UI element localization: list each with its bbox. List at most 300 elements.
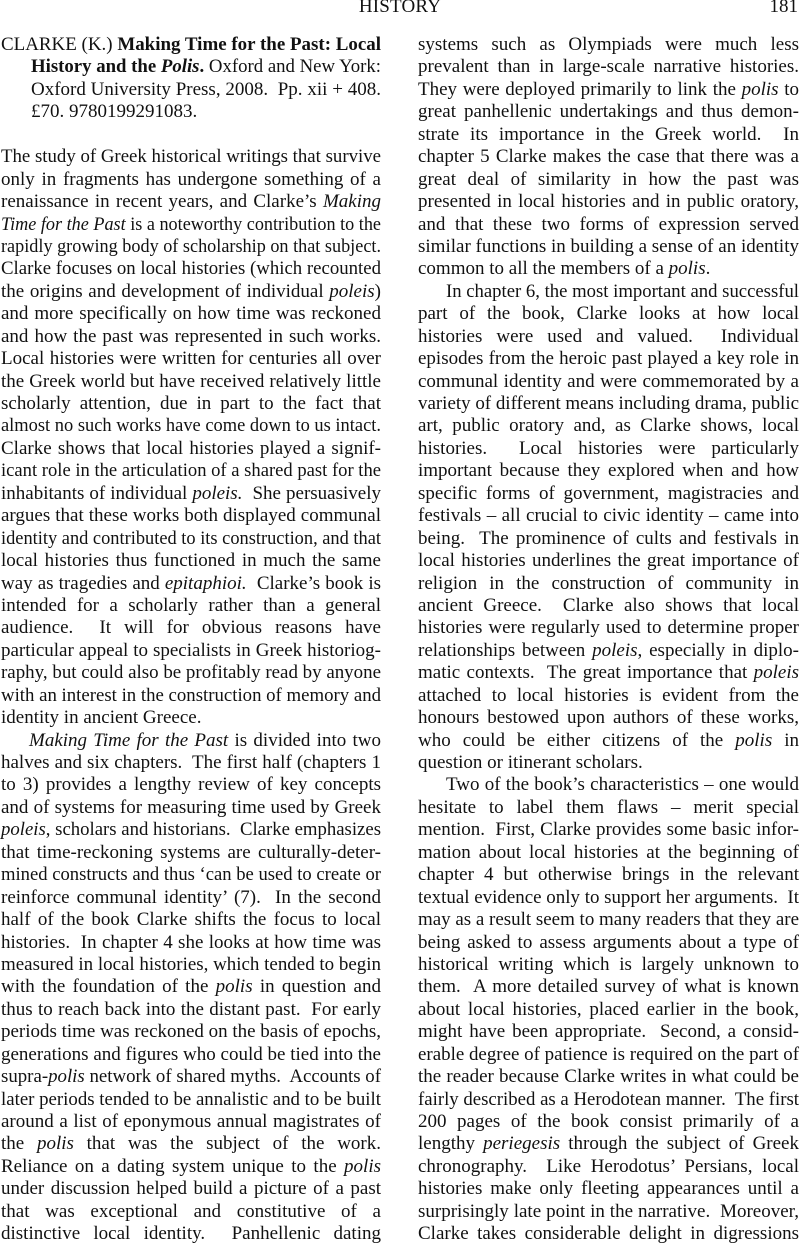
text-line — [418, 505, 799, 527]
text-run: hesitate to label them flaws – merit special — [418, 796, 799, 818]
text-run: being asked to assess arguments about a type of — [418, 931, 799, 953]
text-run: Oxford and New York: — [204, 56, 381, 78]
text-line — [1, 1133, 381, 1155]
italic-text: polis — [215, 976, 253, 998]
text-line-content — [1, 303, 381, 325]
text-run: raphy, but could also be profitably read by anyone — [1, 662, 381, 684]
text-line-content — [1, 214, 381, 236]
text-line-content — [1, 1156, 381, 1178]
text-line — [418, 1223, 799, 1245]
text-line — [1, 371, 381, 393]
text-line-content — [418, 819, 799, 841]
italic-text: Making Time for the Past — [29, 729, 229, 751]
italic-text: polis — [735, 729, 773, 751]
text-run: histories make only fleeting appearances until a — [418, 1178, 799, 1200]
text-run: icant role in the articulation of a shared past for the — [1, 460, 381, 482]
text-run: strate its importance in the Greek world. In — [418, 123, 799, 145]
text-line-content — [1, 505, 381, 527]
text-run: way as tragedies and — [1, 572, 165, 594]
text-line — [1, 819, 381, 841]
text-line-content — [418, 1089, 799, 1111]
text-run: presented in local histories and in public oratory, — [418, 191, 799, 213]
italic-text: polis — [36, 1133, 74, 1155]
text-run: chapter 5 Clarke makes the case that there was a — [418, 146, 799, 168]
text-run: relationships between — [418, 639, 593, 661]
italic-text: Time for the Past — [1, 213, 126, 235]
text-line — [1, 752, 381, 774]
text-line — [418, 774, 799, 796]
text-line — [418, 214, 799, 236]
text-run: the origins and development of individual — [1, 280, 330, 302]
text-line-content — [1, 909, 381, 931]
text-line — [1, 887, 381, 909]
text-run: , especially in diplo- — [637, 639, 799, 661]
text-line — [418, 348, 799, 370]
text-run: She persuasively — [242, 482, 381, 504]
text-run: scholarly attention, due in part to the fact that — [1, 393, 381, 414]
text-line — [418, 842, 799, 864]
text-line — [418, 617, 799, 639]
text-run: half of the book Clarke shifts the focus to local — [1, 909, 381, 931]
text-run: Oxford University Press, 2008. Pp. xii + 408. — [31, 78, 381, 100]
text-line-content — [418, 438, 799, 460]
text-line-content — [1, 932, 381, 954]
text-run: through the subject of Greek — [560, 1133, 799, 1155]
text-run: great panhellenic undertakings and thus demon- — [418, 101, 799, 123]
text-run: surprisingly late point in the narrative. Moreover, — [418, 1200, 799, 1222]
text-run: histories were used and valued. Individual — [418, 325, 799, 347]
text-run: lengthy — [418, 1133, 484, 1155]
text-line — [418, 258, 799, 280]
text-line — [418, 1089, 799, 1111]
text-run: being. The prominence of cults and festivals in — [418, 527, 799, 549]
text-line-content — [418, 528, 799, 550]
text-line — [1, 1089, 381, 1111]
text-run: Reliance on a dating system unique to the — [1, 1155, 345, 1177]
text-line-content — [418, 169, 799, 191]
left-column — [1, 34, 381, 1246]
text-run: renaissance in recent years, and Clarke’s — [1, 191, 323, 213]
text-line — [418, 752, 799, 774]
text-line-content — [418, 1223, 799, 1245]
text-line-content — [1, 483, 381, 505]
text-run: might have been appropriate. Second, a consid- — [418, 1021, 799, 1043]
text-run: ) — [374, 280, 381, 302]
text-run: religion in the construction of community in — [418, 572, 799, 594]
italic-text: periegesis — [483, 1133, 561, 1155]
text-line-content — [418, 932, 799, 954]
text-line — [1, 932, 381, 954]
text-line — [1, 550, 381, 572]
text-line-content — [418, 56, 799, 78]
bold-title-text: . — [199, 56, 205, 78]
text-run: later periods tended to be annalistic and to be built — [1, 1088, 381, 1110]
text-run: important because they explored when and how — [418, 460, 799, 482]
text-line — [1, 303, 381, 325]
text-line-content — [1, 999, 381, 1021]
text-line — [418, 573, 799, 595]
text-line-content — [418, 303, 799, 325]
text-line-content — [446, 774, 799, 796]
text-line — [418, 146, 799, 168]
text-line-content — [418, 707, 799, 729]
text-line — [418, 999, 799, 1021]
text-line — [418, 1044, 799, 1066]
text-run: episodes from the heroic past played a key role in — [418, 348, 799, 370]
text-run: fairly described as a Herodotean manner. The first — [418, 1088, 799, 1110]
italic-text: polis — [344, 1155, 381, 1177]
text-line-content — [1, 1223, 381, 1245]
text-run: mention. First, Clarke provides some basic infor- — [418, 819, 799, 841]
text-run: who could be either citizens of the — [418, 729, 736, 751]
text-run: question or itinerant scholars. — [418, 752, 643, 773]
text-run: Clarke shows that local histories played a signif- — [1, 437, 381, 459]
text-line — [1, 1111, 381, 1133]
text-line — [1, 730, 381, 752]
text-run: festivals – all crucial to civic identity – came into — [418, 505, 799, 527]
text-run: and that these two forms of expression served — [418, 213, 799, 235]
text-line-content — [1, 864, 381, 886]
text-run: specific forms of government, magistracies and — [418, 482, 799, 504]
text-line — [418, 56, 799, 78]
text-line-content — [1, 169, 381, 191]
text-line — [1, 393, 381, 415]
text-line — [1, 1156, 381, 1178]
text-run: attached to local histories is evident from the — [418, 684, 799, 706]
text-line — [1, 1044, 381, 1066]
text-run: , scholars and historians. Clarke emphasizes — [45, 819, 381, 841]
italic-text: poleis — [592, 639, 638, 661]
bold-title-text: Making Time for the Past: Local — [117, 34, 381, 55]
text-line-content — [418, 1201, 799, 1223]
text-line — [418, 34, 799, 56]
text-run: identity and contributed to its construction, and that — [1, 527, 381, 549]
text-line — [418, 640, 799, 662]
text-line-content — [418, 1133, 799, 1155]
text-line-content — [1, 752, 381, 774]
text-line — [418, 662, 799, 684]
text-line-content — [418, 460, 799, 482]
text-line — [418, 685, 799, 707]
text-line-content — [1, 1201, 381, 1223]
text-line — [1, 976, 381, 998]
text-run: . — [705, 258, 711, 280]
text-run: in question and — [252, 976, 381, 998]
text-run: and of systems for measuring time used by Greek — [1, 796, 381, 818]
text-run: historical writing which is largely unknown to — [418, 953, 799, 975]
text-run: halves and six chapters. The first half (chapters 1 — [1, 752, 381, 773]
text-line — [1, 640, 381, 662]
text-line-content — [29, 730, 381, 752]
text-run: with an interest in the construction of memory and — [1, 684, 381, 706]
text-line — [418, 326, 799, 348]
text-line — [1, 954, 381, 976]
text-run: and more specifically on how time was reckoned — [1, 303, 381, 325]
text-line — [418, 954, 799, 976]
text-line — [418, 550, 799, 572]
text-line-content — [1, 34, 381, 56]
text-line — [1, 685, 381, 707]
text-line-content — [1, 415, 381, 437]
page-number: 181 — [769, 0, 798, 17]
text-line — [418, 191, 799, 213]
text-run: chronography. Like Herodotus’ Persians, local — [418, 1155, 799, 1177]
text-line-content — [418, 258, 710, 280]
text-run: that was the subject of the work. — [73, 1133, 381, 1155]
text-run: thus to reach back into the distant past. For early — [1, 998, 381, 1020]
text-line-content — [1, 640, 381, 662]
text-run: that was exceptional and constitutive of a — [1, 1200, 381, 1222]
text-run: the — [1, 1133, 37, 1155]
text-run: common to all the members of a — [418, 258, 669, 280]
text-line — [418, 730, 799, 752]
text-line — [418, 101, 799, 123]
text-line-content — [418, 685, 799, 707]
italic-text: poleis — [753, 662, 799, 684]
text-run: and how the past was represented in such works. — [1, 325, 381, 347]
text-run: prevalent than in large-scale narrative histories. — [418, 56, 799, 78]
text-line-content — [1, 617, 381, 639]
text-run: is a noteworthy contribution to the — [125, 213, 381, 235]
text-line-content — [418, 191, 799, 213]
text-line — [1, 34, 381, 56]
text-run: mined constructs and thus ‘can be used to create or — [1, 864, 381, 886]
text-run: may as a result seem to many readers that they are — [418, 909, 799, 931]
text-line-content — [1, 348, 381, 370]
italic-text: polis — [668, 258, 706, 280]
text-line — [1, 573, 381, 595]
text-line-content — [446, 281, 799, 303]
italic-text: polis — [741, 78, 779, 100]
text-line — [418, 707, 799, 729]
bold-italic-title-text: Polis — [160, 56, 200, 78]
text-line-content — [1, 1111, 381, 1133]
text-line — [418, 819, 799, 841]
text-line-content — [418, 999, 799, 1021]
text-line — [418, 1111, 799, 1133]
text-line-content — [418, 415, 799, 437]
text-line — [418, 393, 799, 415]
paragraph — [418, 34, 799, 281]
text-line-content — [1, 528, 381, 550]
text-run: 200 pages of the book consist primarily of a — [418, 1111, 799, 1132]
text-line — [1, 460, 381, 482]
text-line — [1, 191, 381, 213]
text-line-content — [418, 887, 799, 909]
text-run: Two of the book’s characteristics – one would — [446, 774, 799, 796]
text-line-content — [418, 595, 799, 617]
text-line-content — [1, 236, 381, 258]
text-line — [418, 1133, 799, 1155]
paragraph — [1, 730, 381, 1246]
text-run: honours bestowed upon authors of these works, — [418, 707, 799, 729]
text-run: the reader because Clarke writes in what could be — [418, 1066, 799, 1088]
text-line — [1, 595, 381, 617]
text-line — [418, 415, 799, 437]
text-line-content — [418, 550, 799, 572]
text-run: that time-reckoning systems are culturally-deter- — [1, 841, 381, 863]
text-line — [418, 932, 799, 954]
text-run: communal identity and were commemorated by a — [418, 370, 799, 392]
text-line — [1, 1223, 381, 1245]
text-line-content — [1, 573, 381, 595]
text-run: is divided into two — [228, 729, 381, 751]
text-line — [418, 236, 799, 258]
running-head-title: HISTORY — [358, 0, 442, 17]
text-line — [1, 56, 381, 78]
text-line — [418, 281, 799, 303]
text-line — [418, 460, 799, 482]
text-line-content — [418, 617, 799, 639]
text-line-content — [1, 1178, 381, 1200]
text-line — [1, 528, 381, 550]
text-line-content — [1, 842, 381, 864]
text-line-content — [418, 909, 799, 931]
text-line-content — [418, 214, 799, 236]
text-line-content — [1, 191, 381, 213]
text-line — [418, 887, 799, 909]
text-line-content — [1, 393, 381, 415]
text-line-content — [418, 326, 799, 348]
text-line — [418, 303, 799, 325]
text-run: local histories underlines the great importance of — [418, 550, 799, 572]
text-line — [1, 169, 381, 191]
text-run: Local histories were written for centuries all over — [1, 348, 381, 370]
text-run: the Greek world but have received relatively little — [1, 370, 381, 392]
text-line-content — [418, 1156, 799, 1178]
right-column — [418, 34, 799, 1246]
text-run: textual evidence only to support her arguments. It — [418, 886, 799, 908]
text-line-content — [1, 146, 381, 168]
text-line-content — [418, 1066, 799, 1088]
text-line — [1, 79, 381, 101]
text-line-content — [418, 573, 799, 595]
text-run: around a list of eponymous annual magistrates of — [1, 1111, 381, 1132]
text-line-content — [1, 685, 381, 707]
text-run: ancient Greece. Clarke also shows that local — [418, 594, 799, 616]
text-line — [1, 1066, 381, 1088]
italic-text: poleis — [1, 819, 46, 841]
italic-text: poleis — [329, 280, 375, 302]
text-line-content — [1, 258, 381, 280]
text-line-content — [1, 460, 381, 482]
text-line — [1, 483, 381, 505]
text-line — [418, 1178, 799, 1200]
text-line — [418, 909, 799, 931]
text-run: intended for a scholarly rather than a general — [1, 594, 381, 616]
text-line-content — [1, 371, 381, 393]
text-line — [1, 662, 381, 684]
text-line — [1, 101, 381, 123]
text-run: Clarke’s book is — [246, 572, 381, 594]
italic-text: Making — [322, 191, 381, 213]
text-run: inhabitants of individual — [1, 482, 193, 504]
text-run: Clarke takes considerable delight in digressions — [418, 1223, 799, 1245]
text-line-content — [418, 1111, 799, 1133]
text-run: The study of Greek historical writings that survive — [1, 146, 381, 168]
text-line-content — [31, 56, 381, 78]
text-line-content — [418, 124, 799, 146]
text-line — [418, 483, 799, 505]
text-run: art, public oratory and, as Clarke shows, local — [418, 415, 799, 437]
text-line-content — [1, 281, 381, 303]
bold-title-text: History and the — [31, 56, 161, 78]
text-line — [1, 1178, 381, 1200]
text-run: particular appeal to specialists in Greek historiog- — [1, 639, 381, 661]
text-line-content — [1, 550, 381, 572]
text-line — [418, 797, 799, 819]
text-run: local histories thus functioned in much the same — [1, 550, 381, 572]
text-run: great deal of similarity in how the past was — [418, 168, 799, 190]
text-line-content — [1, 774, 381, 796]
text-run: histories. Local histories were particularly — [418, 437, 799, 459]
text-run: mation about local histories at the beginning of — [418, 841, 799, 863]
text-run: CLARKE (K.) — [1, 34, 118, 55]
text-line-content — [418, 101, 799, 123]
text-line-content — [1, 819, 381, 841]
text-run: to 3) provides a lengthy review of key concepts — [1, 774, 381, 796]
text-line — [418, 124, 799, 146]
text-line-content — [1, 976, 381, 998]
text-line-content — [418, 393, 799, 415]
text-line-content — [1, 1066, 381, 1088]
paragraph — [418, 281, 799, 775]
text-line — [1, 707, 381, 729]
text-line-content — [418, 1178, 799, 1200]
text-line-content — [418, 752, 643, 774]
paragraph — [1, 146, 381, 729]
text-line-content — [1, 1133, 381, 1155]
text-line-content — [1, 662, 381, 684]
text-line — [1, 281, 381, 303]
text-line-content — [418, 371, 799, 393]
italic-text: epitaphioi. — [164, 572, 247, 594]
running-head — [0, 0, 800, 18]
text-line — [1, 842, 381, 864]
text-line — [1, 909, 381, 931]
text-line — [418, 1201, 799, 1223]
text-line — [418, 864, 799, 886]
italic-text: poleis. — [192, 482, 243, 504]
text-run: chapter 4 but otherwise brings in the relevant — [418, 864, 799, 886]
text-line — [1, 326, 381, 348]
text-line-content — [418, 483, 799, 505]
text-line — [1, 999, 381, 1021]
text-run: network of shared myths. Accounts of — [84, 1066, 381, 1088]
text-line-content — [418, 640, 799, 662]
text-line-content — [418, 842, 799, 864]
text-run: histories. In chapter 4 she looks at how time was — [1, 931, 381, 953]
text-run: Clarke focuses on local histories (which recounted — [1, 258, 381, 280]
text-run: almost no such works have come down to us intact. — [1, 415, 381, 437]
text-line-content — [31, 101, 197, 123]
text-line — [418, 1021, 799, 1043]
text-line — [418, 438, 799, 460]
text-line-content — [418, 1044, 799, 1066]
text-line — [1, 236, 381, 258]
text-run: part of the book, Clarke looks at how local — [418, 303, 799, 325]
text-line-content — [418, 79, 799, 101]
text-run: They were deployed primarily to link the — [418, 78, 742, 100]
text-line-content — [1, 954, 381, 976]
text-line-content — [1, 1089, 381, 1111]
text-line — [418, 1156, 799, 1178]
text-line-content — [418, 730, 799, 752]
text-line-content — [418, 1021, 799, 1043]
paragraph-spacer — [1, 124, 381, 146]
text-line-content — [418, 976, 799, 998]
text-run: In chapter 6, the most important and successful — [446, 280, 799, 302]
